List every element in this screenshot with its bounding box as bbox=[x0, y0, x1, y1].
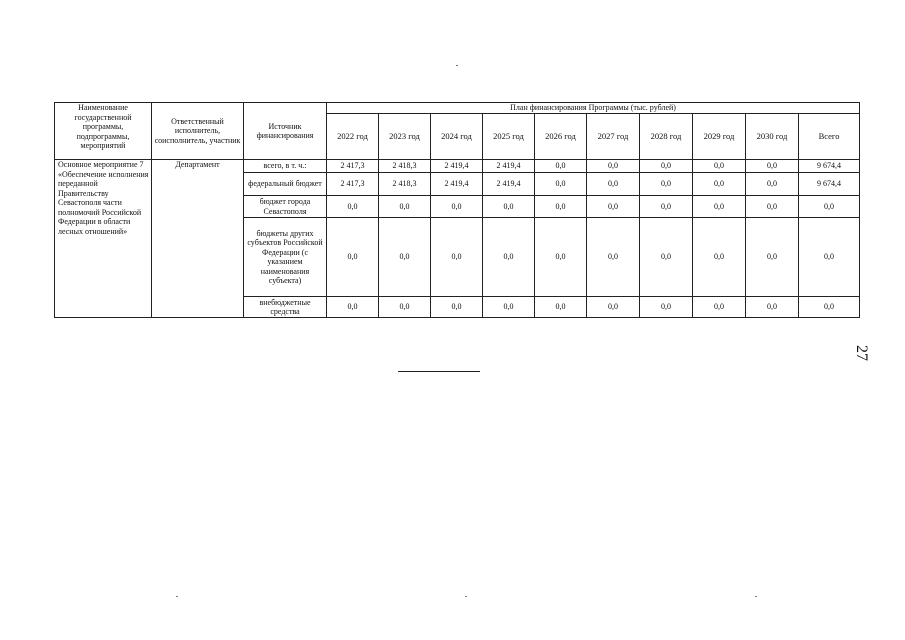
value-cell: 0,0 bbox=[483, 196, 535, 218]
source-cell: бюджеты других субъектов Российской Федерации (с указанием наименования субъекта) bbox=[244, 218, 327, 297]
value-cell: 0,0 bbox=[640, 173, 693, 196]
header-year: 2030 год bbox=[746, 114, 799, 160]
value-cell: 0,0 bbox=[799, 218, 860, 297]
value-cell: 0,0 bbox=[535, 173, 587, 196]
value-cell: 0,0 bbox=[431, 297, 483, 318]
header-plan: План финансирования Программы (тыс. рублей) bbox=[327, 103, 860, 114]
value-cell: 2 419,4 bbox=[483, 173, 535, 196]
value-cell: 9 674,4 bbox=[799, 160, 860, 173]
header-year: 2025 год bbox=[483, 114, 535, 160]
value-cell: 2 417,3 bbox=[327, 160, 379, 173]
value-cell: 0,0 bbox=[746, 160, 799, 173]
value-cell: 2 417,3 bbox=[327, 173, 379, 196]
value-cell: 0,0 bbox=[379, 196, 431, 218]
header-year: 2026 год bbox=[535, 114, 587, 160]
value-cell: 0,0 bbox=[431, 196, 483, 218]
value-cell: 0,0 bbox=[799, 196, 860, 218]
header-year: 2023 год bbox=[379, 114, 431, 160]
scan-speck bbox=[755, 596, 757, 597]
value-cell: 0,0 bbox=[379, 297, 431, 318]
value-cell: 0,0 bbox=[535, 160, 587, 173]
value-cell: 0,0 bbox=[327, 218, 379, 297]
header-row-1 bbox=[55, 103, 860, 114]
header-total: Всего bbox=[799, 114, 860, 160]
source-cell: бюджет города Севастополя bbox=[244, 196, 327, 218]
value-cell: 0,0 bbox=[535, 297, 587, 318]
value-cell: 0,0 bbox=[693, 173, 746, 196]
value-cell: 0,0 bbox=[587, 173, 640, 196]
value-cell: 0,0 bbox=[379, 218, 431, 297]
value-cell: 0,0 bbox=[799, 297, 860, 318]
value-cell: 2 419,4 bbox=[483, 160, 535, 173]
value-cell: 0,0 bbox=[693, 196, 746, 218]
value-cell: 0,0 bbox=[746, 196, 799, 218]
value-cell: 0,0 bbox=[746, 297, 799, 318]
value-cell: 0,0 bbox=[640, 297, 693, 318]
scan-speck bbox=[456, 65, 458, 66]
value-cell: 0,0 bbox=[587, 297, 640, 318]
value-cell: 0,0 bbox=[431, 218, 483, 297]
value-cell: 2 418,3 bbox=[379, 173, 431, 196]
value-cell: 0,0 bbox=[746, 173, 799, 196]
value-cell: 0,0 bbox=[587, 218, 640, 297]
scan-speck bbox=[176, 596, 178, 597]
value-cell: 0,0 bbox=[327, 297, 379, 318]
value-cell: 0,0 bbox=[587, 196, 640, 218]
table-row bbox=[55, 160, 860, 173]
measure-name: Основное мероприятие 7 «Обеспечение исполнения переданной Правительству Севастополя части полномочий Российской Федерации в области лесных отношений» bbox=[55, 160, 152, 318]
page-number: 27 bbox=[853, 345, 870, 361]
value-cell: 0,0 bbox=[327, 196, 379, 218]
source-cell: внебюджетные средства bbox=[244, 297, 327, 318]
value-cell: 0,0 bbox=[483, 218, 535, 297]
value-cell: 2 419,4 bbox=[431, 160, 483, 173]
value-cell: 0,0 bbox=[693, 218, 746, 297]
value-cell: 0,0 bbox=[483, 297, 535, 318]
header-year: 2024 год bbox=[431, 114, 483, 160]
value-cell: 0,0 bbox=[587, 160, 640, 173]
header-year: 2029 год bbox=[693, 114, 746, 160]
header-source: Источник финансирования bbox=[244, 103, 327, 160]
source-cell: федеральный бюджет bbox=[244, 173, 327, 196]
value-cell: 0,0 bbox=[535, 196, 587, 218]
value-cell: 0,0 bbox=[693, 160, 746, 173]
financing-table bbox=[54, 102, 860, 318]
header-year: 2022 год bbox=[327, 114, 379, 160]
value-cell: 2 418,3 bbox=[379, 160, 431, 173]
value-cell: 0,0 bbox=[693, 297, 746, 318]
scan-speck bbox=[465, 596, 467, 597]
value-cell: 9 674,4 bbox=[799, 173, 860, 196]
value-cell: 0,0 bbox=[640, 196, 693, 218]
header-year: 2027 год bbox=[587, 114, 640, 160]
value-cell: 0,0 bbox=[640, 218, 693, 297]
value-cell: 0,0 bbox=[746, 218, 799, 297]
header-name: Наименование государственной программы, подпрограммы, мероприятий bbox=[55, 103, 152, 160]
value-cell: 0,0 bbox=[535, 218, 587, 297]
responsible-cell: Департамент bbox=[152, 160, 244, 318]
header-year: 2028 год bbox=[640, 114, 693, 160]
source-cell: всего, в т. ч.: bbox=[244, 160, 327, 173]
header-responsible: Ответственный исполнитель, соисполнитель, участник bbox=[152, 103, 244, 160]
end-separator-line bbox=[398, 371, 480, 372]
value-cell: 0,0 bbox=[640, 160, 693, 173]
value-cell: 2 419,4 bbox=[431, 173, 483, 196]
